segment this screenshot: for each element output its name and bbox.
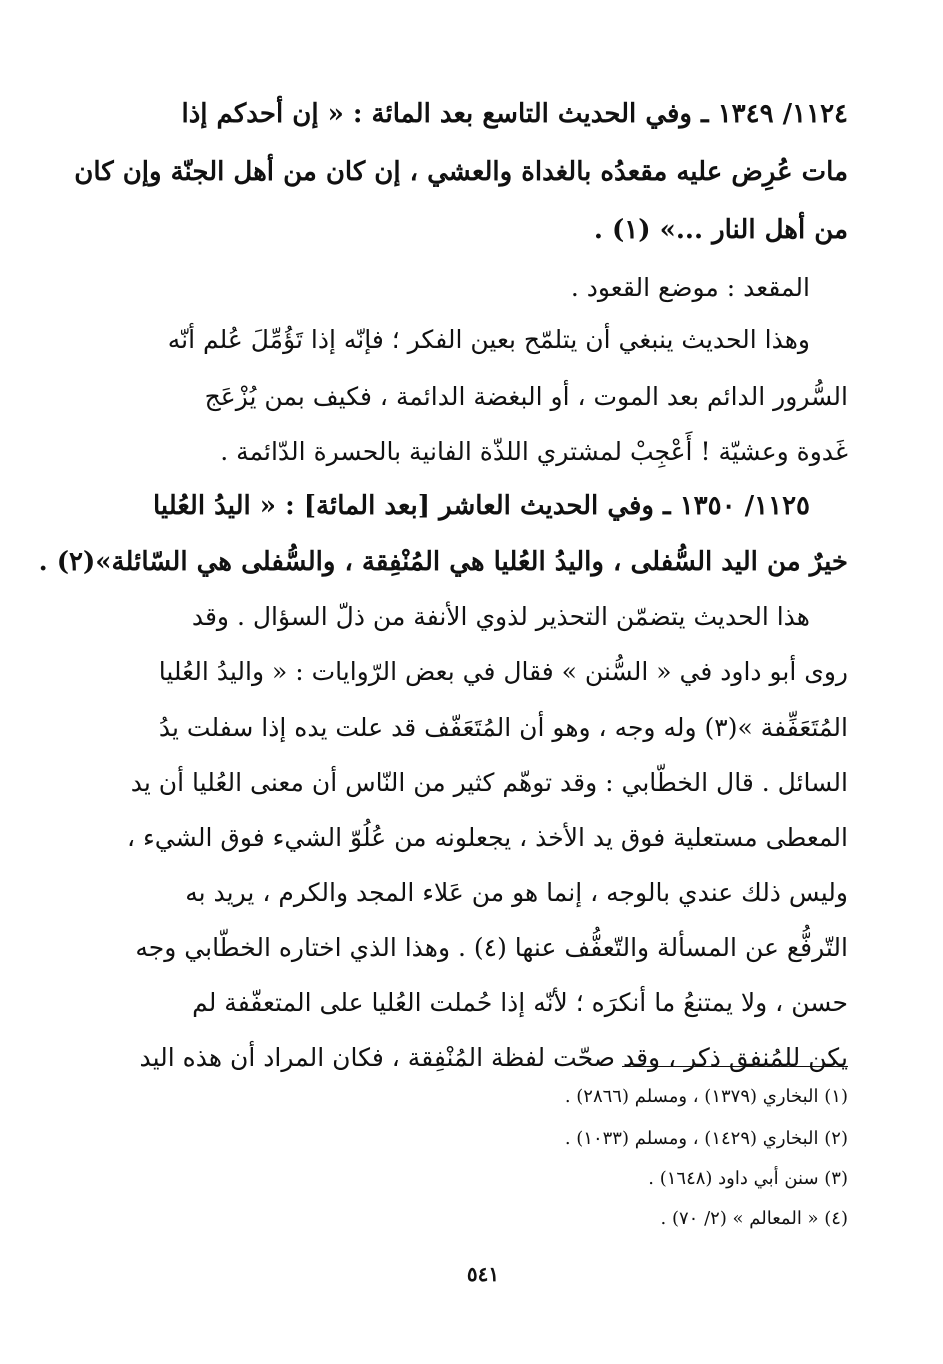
body-line: غَدوة وعشيّة ! أَعْجِبْ لمشتري اللذّة الفانية بالحسرة الدّائمة . <box>220 437 848 466</box>
body-line: السائل . قال الخطّابي : وقد توهّم كثير من النّاس أن معنى العُليا أن يد <box>130 768 848 797</box>
body-line: وهذا الحديث ينبغي أن يتلمّح بعين الفكر ؛ فإنّه إذا تَؤُمِّلَ عُلم أنّه <box>167 325 810 354</box>
body-line: روى أبو داود في « السُّنن » فقال في بعض الرّوايات : « واليدُ العُليا <box>158 657 848 686</box>
book-page <box>38 99 848 1340</box>
body-line: التّرفُّع عن المسألة والتّعفُّف عنها (٤) . وهذا الذي اختاره الخطّابي وجه <box>135 933 848 962</box>
body-line: يكن للمُنفق ذكر ، وقد صحّت لفظة المُنْفِقة ، فكان المراد أن هذه اليد <box>139 1043 848 1072</box>
body-line: حسن ، ولا يمتنعُ ما أنكرَه ؛ لأنّه إذا حُملت العُليا على المتعفّفة لم <box>192 988 848 1017</box>
body-line: ١١٢٥/ ١٣٥٠ ـ وفي الحديث العاشر [بعد المائة] : « اليدُ العُليا <box>152 491 810 521</box>
body-line: السُّرور الدائم بعد الموت ، أو البغضة الدائمة ، فكيف بمن يُزْعَج <box>204 382 848 411</box>
footnote-separator <box>622 1066 848 1067</box>
footnote: (١) البخاري (١٣٧٩) ، ومسلم (٢٨٦٦) . <box>564 1086 848 1107</box>
footnote: (٣) سنن أبي داود (١٦٤٨) . <box>648 1168 848 1189</box>
body-line: المقعد : موضع القعود . <box>570 273 810 302</box>
body-line: المُتَعَفِّفة »(٣) وله وجه ، وهو أن المُتَعَفّف قد علت يده إذا سفلت يدُ <box>158 713 848 742</box>
body-line: هذا الحديث يتضمّن التحذير لذوي الأنفة من ذلّ السؤال . وقد <box>191 602 810 631</box>
body-line: خيرٌ من اليد السُّفلى ، واليدُ العُليا هي المُنْفِقة ، والسُّفلى هي السّائلة»(٢) . <box>38 547 848 577</box>
page-number: ٥٤١ <box>466 1262 500 1286</box>
footnote: (٢) البخاري (١٤٢٩) ، ومسلم (١٠٣٣) . <box>564 1128 848 1149</box>
body-line: المعطى مستعلية فوق يد الأخذ ، يجعلونه من عُلُوّ الشيء فوق الشيء ، <box>127 823 848 852</box>
body-line: ١١٢٤/ ١٣٤٩ ـ وفي الحديث التاسع بعد المائة : « إن أحدكم إذا <box>181 99 848 129</box>
body-line: وليس ذلك عندي بالوجه ، إنما هو من عَلاء المجد والكرم ، يريد به <box>185 878 848 907</box>
body-line: من أهل النار ...» (١) . <box>593 215 848 245</box>
body-line: مات عُرِض عليه مقعدُه بالغداة والعشي ، إن كان من أهل الجنّة وإن كان <box>74 157 848 187</box>
footnote: (٤) « المعالم » (٢/ ٧٠) . <box>660 1208 848 1229</box>
